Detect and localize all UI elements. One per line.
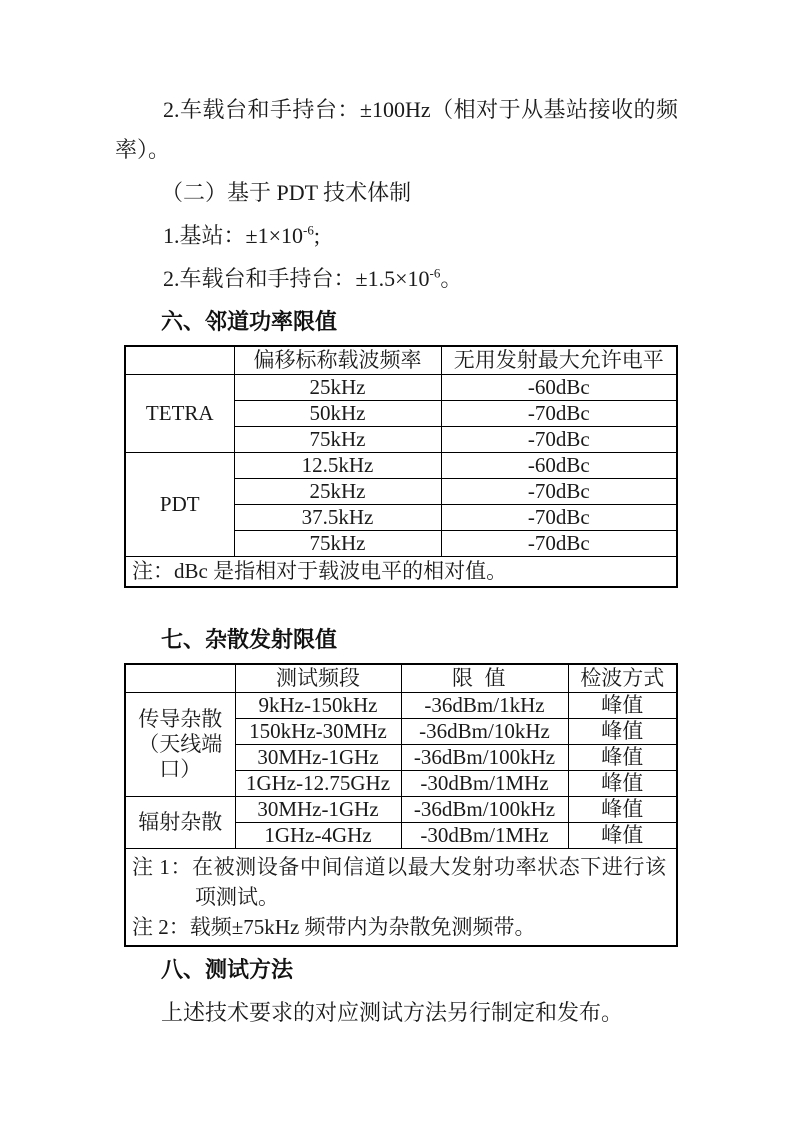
- cell-level: -70dBc: [441, 479, 677, 505]
- paragraph-test-method: 上述技术要求的对应测试方法另行制定和发布。: [161, 1000, 624, 1025]
- cell-limit: -30dBm/1MHz: [401, 823, 568, 849]
- table-row: [125, 693, 677, 719]
- paragraph-pdt-mobile: [115, 259, 678, 299]
- cell-offset: 12.5kHz: [234, 453, 441, 479]
- table-row: [125, 453, 677, 479]
- table-note: 注：dBc 是指相对于载波电平的相对值。: [125, 557, 677, 588]
- header-cell-empty: [125, 346, 234, 375]
- cell-band: 30MHz-1GHz: [235, 797, 401, 823]
- cell-detection: 峰值: [568, 823, 677, 849]
- adjacent-channel-power-table: [124, 345, 678, 588]
- table-note-1: 注 1：在被测设备中间信道以最大发射功率状态下进行该项测试。: [132, 855, 666, 909]
- table-note-2: 注 2：载频±75kHz 频带内为杂散免测频带。: [132, 915, 536, 939]
- section-heading-7: 七、杂散发射限值: [161, 627, 338, 652]
- superscript-exponent: -6: [429, 265, 441, 281]
- text-prefix: 1.基站：±1×10: [163, 223, 303, 248]
- text-prefix: 2.车载台和手持台：±1.5×10: [163, 266, 430, 291]
- cell-level: -70dBc: [441, 427, 677, 453]
- cell-limit: -36dBm/100kHz: [401, 797, 568, 823]
- table-row: [125, 797, 677, 823]
- text-suffix: ;: [313, 223, 320, 248]
- spurious-emission-table: [124, 663, 678, 947]
- cell-band: 1GHz-12.75GHz: [235, 771, 401, 797]
- cell-limit: -36dBm/100kHz: [401, 745, 568, 771]
- table-note-row: [125, 557, 677, 588]
- cell-level: -70dBc: [441, 505, 677, 531]
- cell-limit: -36dBm/1kHz: [401, 693, 568, 719]
- cell-offset: 25kHz: [234, 479, 441, 505]
- cell-offset: 75kHz: [234, 531, 441, 557]
- row-group-label-radiated: 辐射杂散: [125, 797, 235, 849]
- paragraph-frequency-tolerance-mobile: 2.车载台和手持台：±100Hz（相对于从基站接收的频率）。: [115, 97, 678, 162]
- table-header-row: [125, 664, 677, 693]
- header-cell-empty: [125, 664, 235, 693]
- header-cell-limit: 限值: [401, 664, 568, 693]
- cell-detection: 峰值: [568, 693, 677, 719]
- cell-band: 30MHz-1GHz: [235, 745, 401, 771]
- table-row: [125, 375, 677, 401]
- cell-offset: 37.5kHz: [234, 505, 441, 531]
- cell-detection: 峰值: [568, 719, 677, 745]
- cell-level: -70dBc: [441, 401, 677, 427]
- cell-band: 150kHz-30MHz: [235, 719, 401, 745]
- cell-offset: 25kHz: [234, 375, 441, 401]
- cell-offset: 75kHz: [234, 427, 441, 453]
- subsection-heading-pdt: （二）基于 PDT 技术体制: [161, 180, 412, 205]
- paragraph-pdt-base-station: [115, 216, 678, 256]
- table-note-row: [125, 849, 677, 947]
- cell-limit: -30dBm/1MHz: [401, 771, 568, 797]
- header-cell-offset-frequency: 偏移标称载波频率: [234, 346, 441, 375]
- header-cell-max-level: 无用发射最大允许电平: [441, 346, 677, 375]
- superscript-exponent: -6: [302, 222, 314, 238]
- row-group-label-conducted: 传导杂散（天线端口）: [125, 693, 235, 797]
- table-notes: [125, 849, 677, 947]
- cell-band: 9kHz-150kHz: [235, 693, 401, 719]
- cell-level: -70dBc: [441, 531, 677, 557]
- header-cell-test-band: 测试频段: [235, 664, 401, 693]
- header-cell-detection: 检波方式: [568, 664, 677, 693]
- table-header-row: [125, 346, 677, 375]
- cell-detection: 峰值: [568, 771, 677, 797]
- cell-offset: 50kHz: [234, 401, 441, 427]
- section-heading-6: 六、邻道功率限值: [161, 309, 338, 334]
- cell-level: -60dBc: [441, 453, 677, 479]
- row-group-label-tetra: TETRA: [125, 375, 234, 453]
- cell-limit: -36dBm/10kHz: [401, 719, 568, 745]
- cell-level: -60dBc: [441, 375, 677, 401]
- row-group-label-pdt: PDT: [125, 453, 234, 557]
- cell-detection: 峰值: [568, 797, 677, 823]
- cell-band: 1GHz-4GHz: [235, 823, 401, 849]
- text-suffix: 。: [440, 266, 463, 291]
- section-heading-8: 八、测试方法: [161, 957, 294, 982]
- cell-detection: 峰值: [568, 745, 677, 771]
